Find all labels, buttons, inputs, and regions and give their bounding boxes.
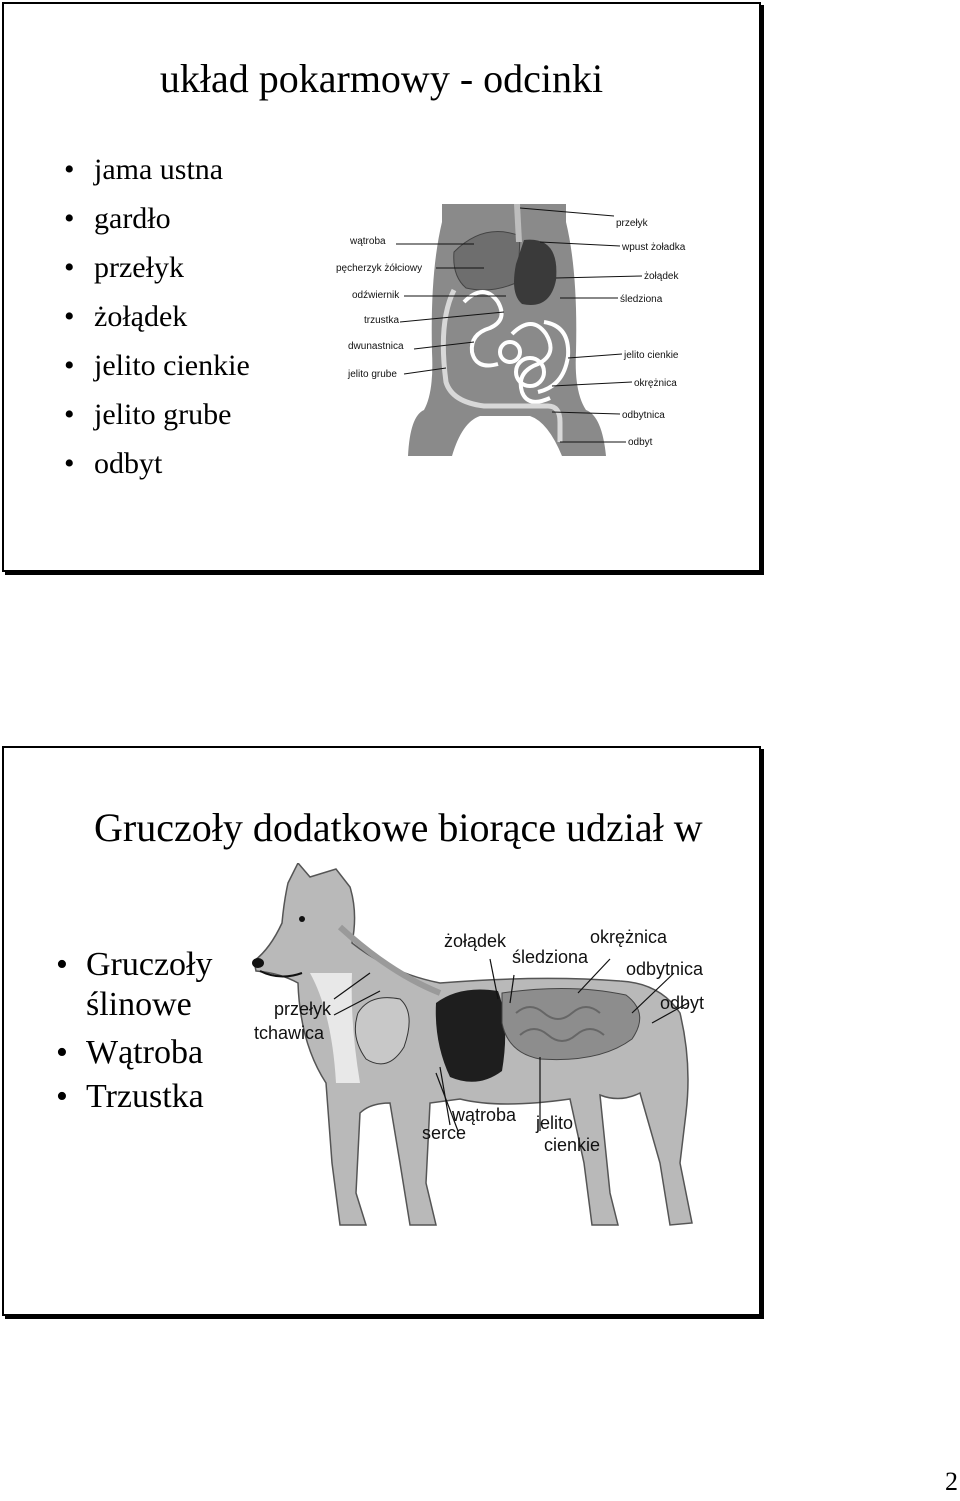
- label-pylorus: odźwiernik: [352, 290, 400, 301]
- label-trachea: tchawica: [254, 1023, 325, 1043]
- list-item: • jelito cienkie: [62, 341, 250, 390]
- liver-shape: [436, 990, 505, 1082]
- dog-nose: [252, 958, 264, 968]
- label-small-intestine: jelito cienkie: [624, 350, 679, 361]
- label-esophagus: przełyk: [616, 218, 648, 229]
- label-gallbladder: pęcherzyk żółciowy: [336, 263, 423, 274]
- label-liver: wątroba: [452, 1105, 517, 1125]
- label-spleen: śledziona: [512, 947, 589, 967]
- list-item: • Wątroba: [54, 1031, 244, 1075]
- label-cardia: wpust żoładka: [622, 242, 686, 253]
- label-stomach: żołądek: [444, 931, 507, 951]
- label-duodenum: dwunastnica: [348, 341, 404, 352]
- slide-title: Gruczoły dodatkowe biorące udział w: [94, 805, 703, 850]
- label-small-intestine-1: jelito: [536, 1113, 574, 1133]
- list-item: • żołądek: [62, 292, 250, 341]
- label-anus: odbyt: [660, 993, 705, 1013]
- label-rectum: odbytnica: [626, 959, 704, 979]
- list-item: • Gruczoły ślinowe: [54, 945, 244, 1025]
- label-rectum: odbytnica: [622, 410, 665, 421]
- label-small-intestine-2: cienkie: [544, 1135, 601, 1155]
- list-item: • Trzustka: [54, 1075, 244, 1119]
- slide-title: układ pokarmowy - odcinki: [159, 56, 604, 101]
- bullet-list: [54, 945, 244, 1119]
- label-spleen: śledziona: [620, 294, 663, 305]
- label-colon: okrężnica: [590, 927, 668, 947]
- label-large-intestine: jelito grube: [348, 369, 397, 380]
- label-stomach: żołądek: [644, 271, 679, 282]
- label-anus: odbyt: [628, 437, 653, 448]
- label-colon: okrężnica: [634, 378, 677, 389]
- label-liver: wątroba: [350, 236, 386, 247]
- dog-anatomy-illustration: [240, 863, 715, 1248]
- dog-eye: [299, 916, 305, 922]
- page-number: 2: [945, 1467, 958, 1496]
- slide-digestive-sections: [2, 2, 761, 572]
- digestive-tract-diagram: [334, 202, 726, 456]
- slide-accessory-glands: [2, 746, 761, 1316]
- list-item: • przełyk: [62, 243, 250, 292]
- list-item: • jama ustna: [62, 145, 250, 194]
- label-esophagus: przełyk: [274, 999, 332, 1019]
- label-heart: serce: [422, 1123, 467, 1143]
- bullet-list: [62, 145, 250, 488]
- list-item: • gardło: [62, 194, 250, 243]
- list-item: • jelito grube: [62, 390, 250, 439]
- list-item: • odbyt: [62, 439, 250, 488]
- label-pancreas: trzustka: [364, 315, 400, 326]
